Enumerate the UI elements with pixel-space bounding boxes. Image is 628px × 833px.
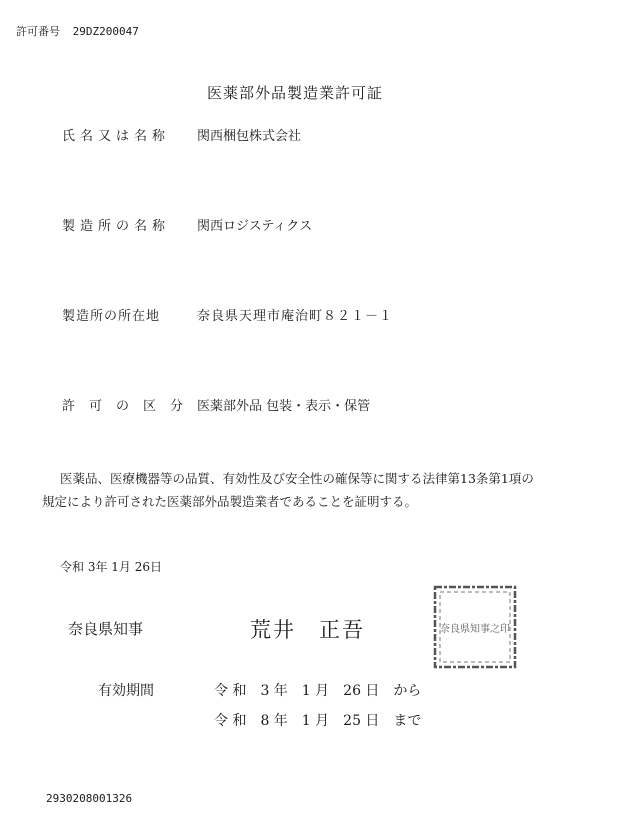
field-facility-label: 製造所の名称	[62, 219, 171, 234]
validity-from: 令 和 3 年 1 月 26 日 から	[214, 683, 422, 699]
official-seal	[432, 584, 518, 670]
field-name-value: 関西梱包株式会社	[197, 129, 302, 144]
field-name-label: 氏名又は名称	[62, 129, 171, 144]
permit-number	[16, 23, 139, 39]
field-address-label: 製造所の所在地	[62, 309, 161, 324]
page-title: 医薬部外品製造業許可証	[207, 84, 384, 102]
permit-number-value: 29DZ200047	[72, 25, 139, 38]
validity-label: 有効期間	[98, 683, 154, 699]
certification-line-2: 規定により許可された医薬部外品製造業者であることを証明する。	[42, 494, 418, 509]
seal-text: 奈良県知事之印	[440, 624, 510, 635]
field-facility-value: 関西ロジスティクス	[197, 219, 313, 234]
certification-line-1: 医薬品、医療機器等の品質、有効性及び安全性の確保等に関する法律第13条第1項の	[60, 471, 534, 486]
issuer-title: 奈良県知事	[68, 620, 144, 638]
field-address-value: 奈良県天理市庵治町８２１－１	[197, 309, 394, 324]
permit-number-label: 許可番号	[16, 25, 60, 38]
field-category-value: 医薬部外品 包装・表示・保管	[197, 399, 371, 414]
validity-to: 令 和 8 年 1 月 25 日 まで	[214, 713, 422, 729]
document-number: 2930208001326	[46, 792, 133, 805]
issuer-name: 荒井 正吾	[250, 618, 365, 642]
field-category-label: 許可の区分	[62, 399, 198, 414]
issue-date: 令和 3年 1月 26日	[60, 560, 162, 574]
